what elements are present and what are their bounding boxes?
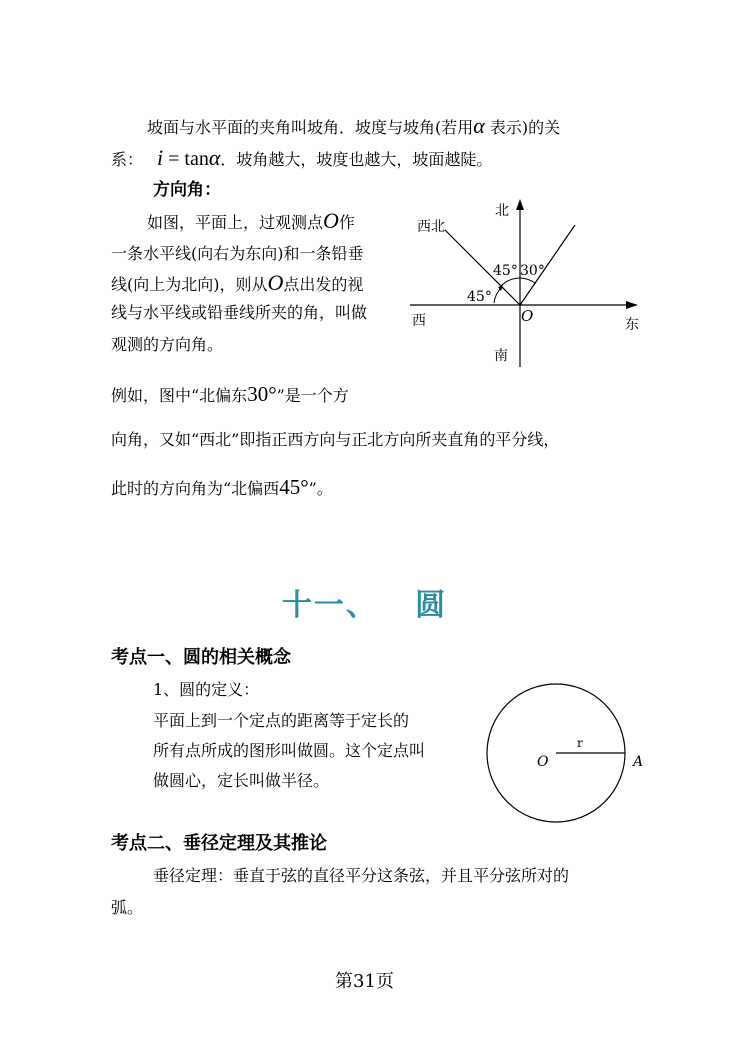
- circle-definition-item: 1、圆的定义：: [153, 680, 260, 699]
- example-text: 例如，图中“北偏东: [111, 386, 248, 405]
- direction-heading: 方向角：: [153, 180, 221, 200]
- direction-text: 点出发的视: [283, 275, 364, 294]
- section1-heading: 考点一、圆的相关概念: [111, 647, 291, 668]
- direction-diagram: [405, 195, 645, 370]
- example-line-2: 向角，又如“西北”即指正西方向与正北方向所夹直角的平分线，: [111, 430, 560, 449]
- section2-heading: 考点二、垂径定理及其推论: [111, 833, 327, 854]
- circle-def-line-1: 平面上到一个定点的距离等于定长的: [153, 711, 410, 730]
- example-text: ”。: [308, 479, 333, 498]
- direction-line-1: [147, 208, 355, 233]
- example-text: 此时的方向角为“北偏西: [111, 479, 280, 498]
- circle-diagram: [480, 680, 660, 825]
- eq-tan: = tan: [163, 148, 209, 170]
- example-text: ”是一个方: [276, 386, 349, 405]
- east-arrow: [626, 301, 638, 309]
- direction-line-4: 线与水平线或铅垂线所夹的角，叫做: [111, 303, 368, 322]
- eq-alpha: α: [208, 145, 221, 170]
- angle-30-label: 30°: [247, 382, 277, 406]
- arc-45-top: [501, 278, 520, 286]
- angle-45-left-label: 45°: [467, 289, 492, 305]
- point-a-label: A: [633, 754, 644, 770]
- direction-text: 线(向上为北向)，则从: [111, 275, 268, 294]
- perpendicular-theorem-line-1: 垂径定理：垂直于弦的直径平分这条弦，并且平分弦所对的: [153, 866, 570, 885]
- angle-30-top-label: 30°: [520, 263, 545, 279]
- page-number: 第31页: [335, 971, 394, 992]
- west-label: 西: [412, 313, 426, 329]
- radius-label: r: [577, 736, 583, 750]
- north-label: 北: [495, 203, 509, 219]
- point-o: O: [323, 208, 339, 233]
- direction-text: 作: [338, 213, 355, 232]
- circle-def-line-2: 所有点所成的图形叫做圆。这个定点叫: [153, 741, 426, 760]
- perpendicular-theorem-line-2: 弧。: [111, 898, 144, 917]
- slope-text-c: 系：: [111, 150, 144, 169]
- slope-line-1: [147, 113, 561, 138]
- circle-def-line-3: 做圆心，定长叫做半径。: [153, 771, 330, 790]
- slope-text-b: 表示)的关: [484, 118, 561, 137]
- angle-45-top-label: 45°: [493, 263, 518, 279]
- northwest-label: 西北: [417, 219, 445, 235]
- example-line-1: [111, 384, 349, 406]
- point-o: O: [267, 270, 284, 295]
- slope-text-a: 坡面与水平面的夹角叫坡角．坡度与坡角(若用: [147, 118, 474, 137]
- example-line-3: [111, 477, 333, 499]
- alpha-symbol: α: [473, 113, 485, 138]
- south-label: 南: [494, 348, 508, 364]
- east-label: 东: [625, 317, 639, 333]
- eq-i: i: [157, 145, 164, 170]
- direction-line-3: [111, 270, 364, 295]
- slope-text-d: ．坡角越大，坡度也越大，坡面越陡。: [220, 150, 493, 169]
- slope-line-2: [111, 145, 493, 170]
- center-label: O: [537, 754, 549, 770]
- direction-line-2: 一条水平线(向右为东向)和一条铅垂: [111, 244, 364, 263]
- angle-45-label: 45°: [279, 475, 309, 499]
- north-arrow: [516, 199, 524, 210]
- direction-text: 如图，平面上，过观测点: [147, 213, 324, 232]
- direction-line-5: 观测的方向角。: [111, 335, 224, 354]
- chapter-title: 十一、 圆: [281, 588, 448, 623]
- origin-label: O: [521, 307, 534, 325]
